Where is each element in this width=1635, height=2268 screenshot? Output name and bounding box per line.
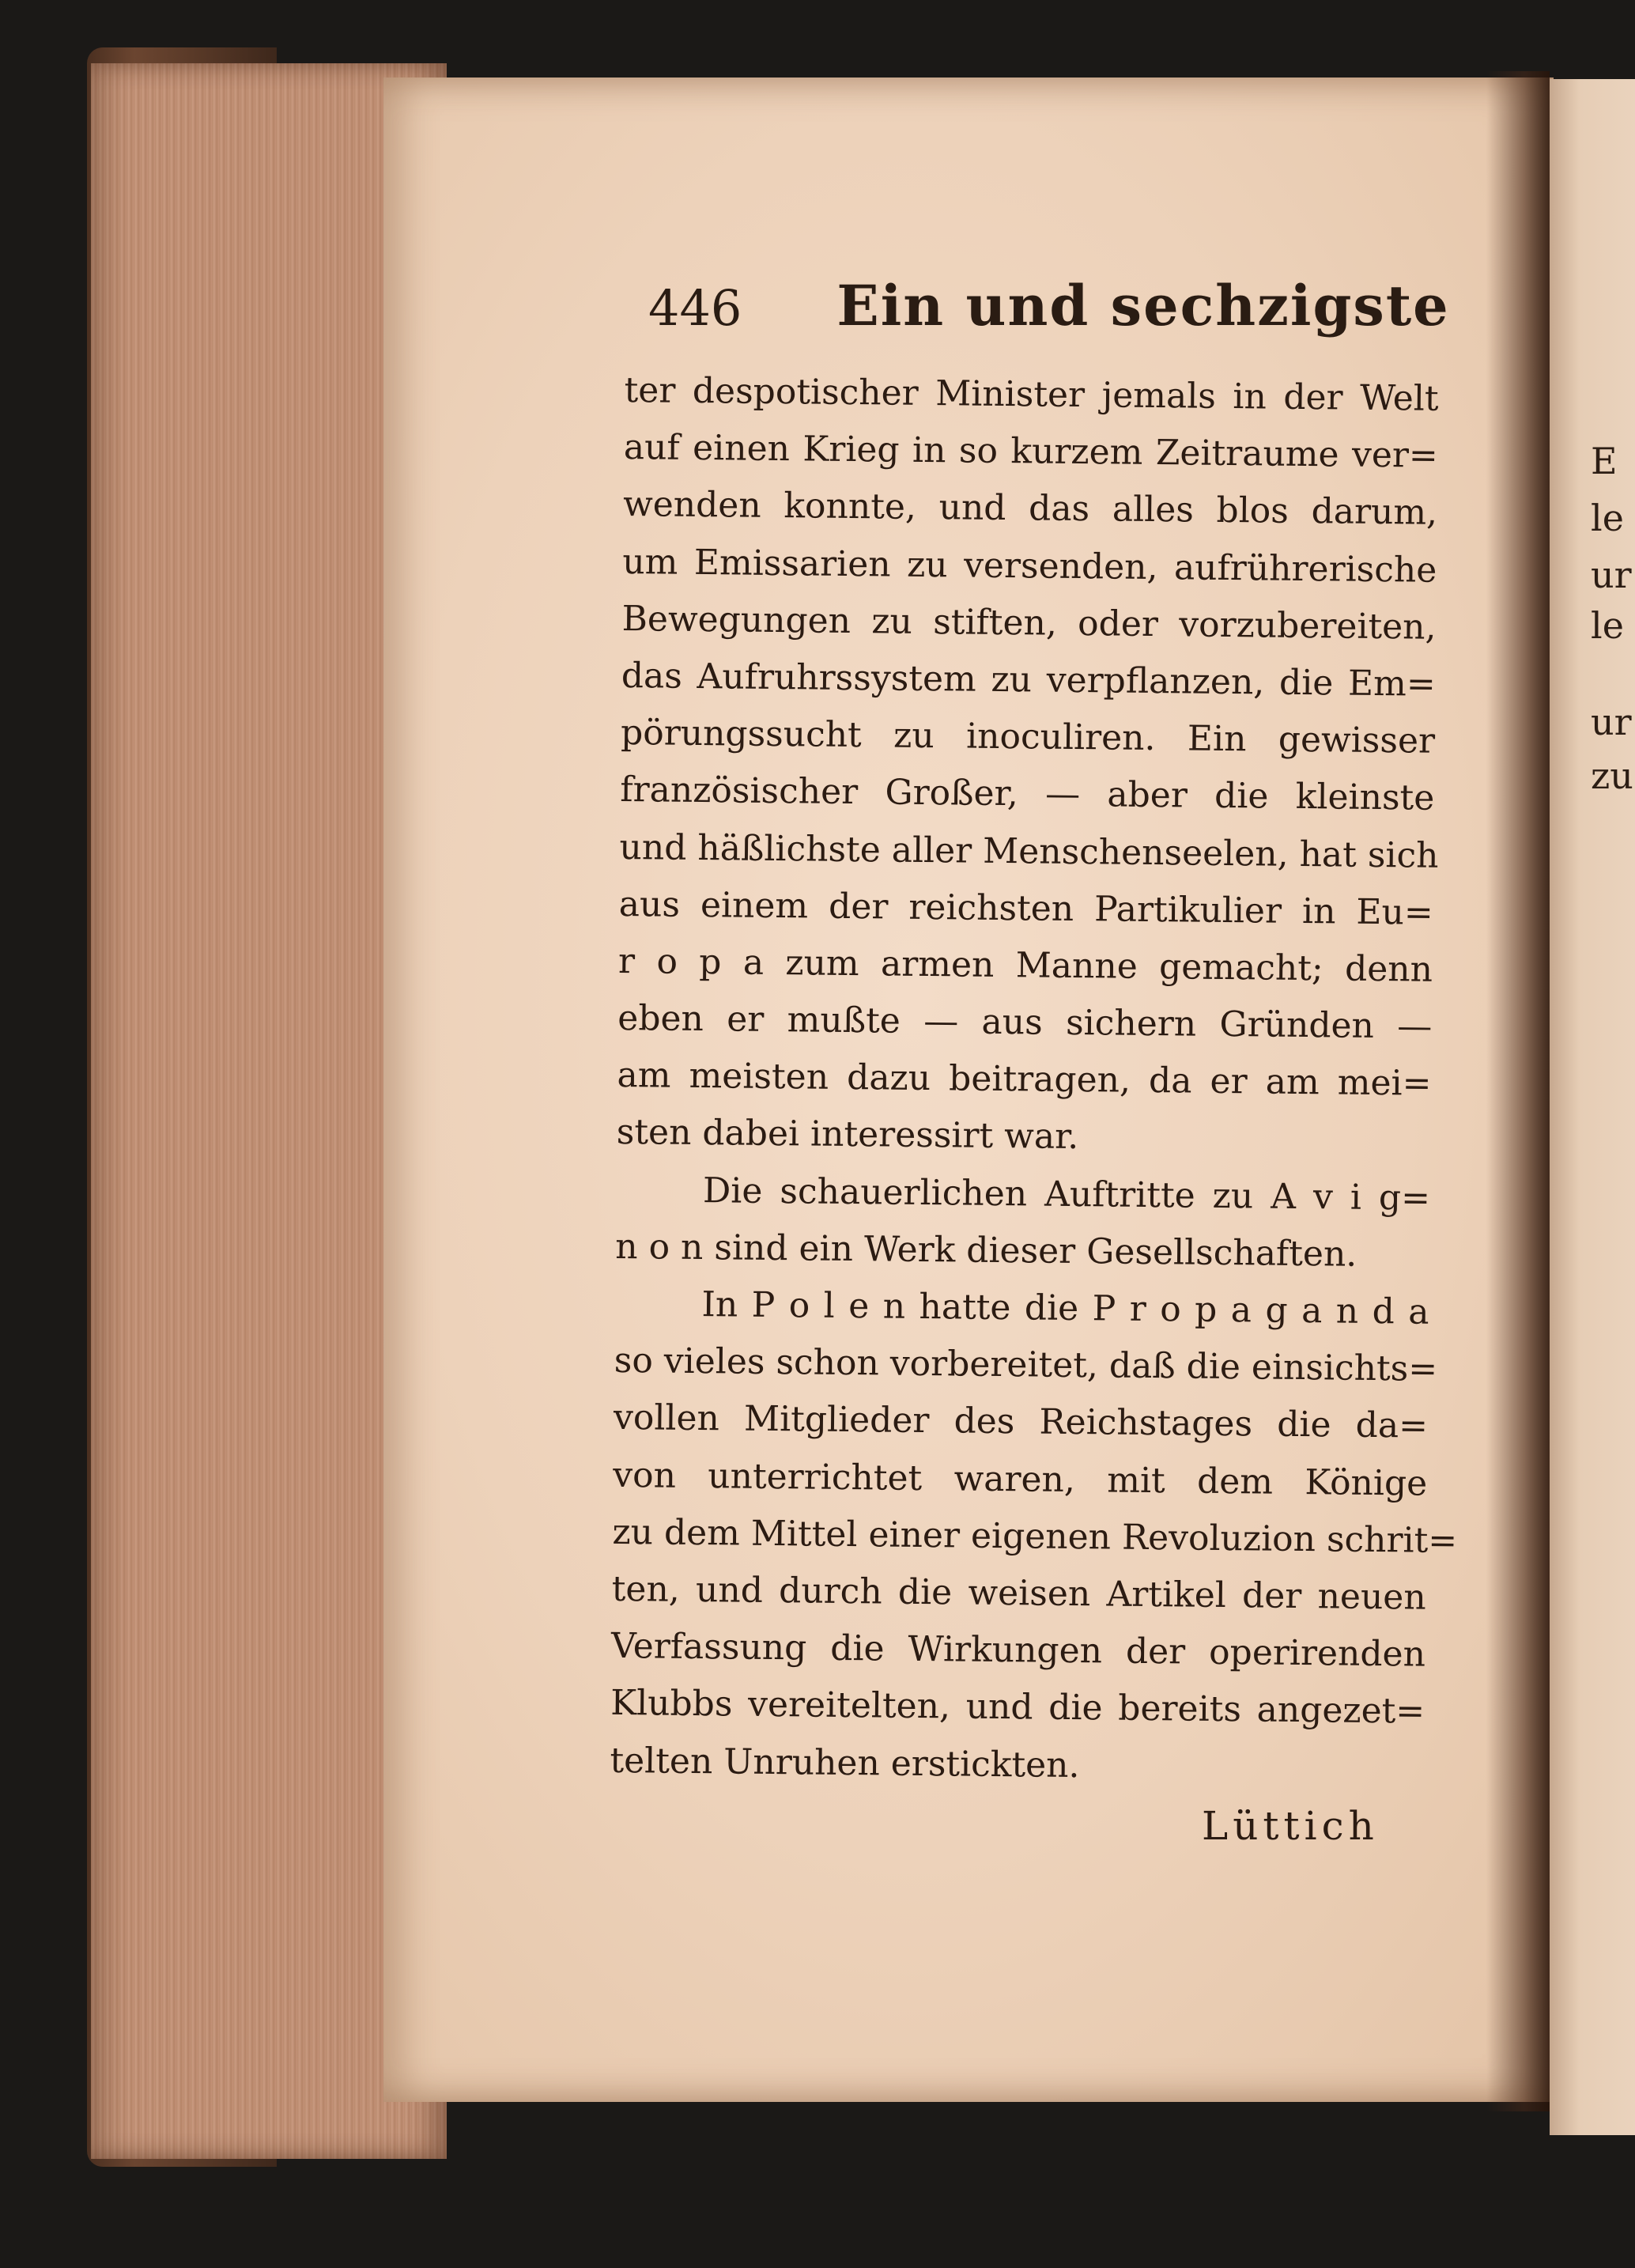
facing-page xyxy=(1550,79,1635,2135)
text-line: Die schauerlichen Auftritte zu A v i g= xyxy=(702,1170,1431,1219)
text-line: und häßlichste aller Menschenseelen, hat sich xyxy=(619,826,1439,876)
text-line: sten dabei interessirt war. xyxy=(616,1112,1079,1158)
text-line: von unterrichtet waren, mit dem Könige xyxy=(612,1454,1428,1504)
text-line: auf einen Krieg in so kurzem Zeitraume ver= xyxy=(623,427,1439,476)
text-line: aus einem der reichsten Partikulier in Eu= xyxy=(618,883,1434,933)
running-head xyxy=(648,273,1450,344)
text-line: eben er mußte — aus sichern Gründen — xyxy=(617,998,1433,1047)
page-number: 446 xyxy=(648,279,742,337)
text-line: Bewegungen zu stiften, oder vorzubereiten, xyxy=(621,598,1437,648)
gutter-shadow xyxy=(1486,71,1550,2111)
text-line: wenden konnte, und das alles blos darum, xyxy=(622,484,1438,534)
facing-fragment: le xyxy=(1591,497,1624,539)
text-line: n o n sind ein Werk dieser Gesellschaften. xyxy=(615,1226,1357,1275)
text-line: Klubbs vereitelten, und die bereits angezet= xyxy=(610,1683,1425,1733)
text-line: vollen Mitglieder des Reichstages die da= xyxy=(613,1397,1429,1447)
text-line: französischer Großer, — aber die kleinste xyxy=(620,769,1435,819)
facing-fragment: E xyxy=(1591,440,1618,482)
text-line: so vieles schon vorbereitet, daß die einsichts= xyxy=(614,1340,1438,1390)
facing-fragment: zu xyxy=(1591,754,1633,797)
text-line: In P o l e n hatte die P r o p a g a n d a xyxy=(701,1284,1429,1332)
facing-fragment: ur xyxy=(1591,701,1632,743)
text-line: um Emissarien zu versenden, aufrührerische xyxy=(622,541,1437,591)
body-text xyxy=(610,362,1458,1797)
running-title: Ein und sechzigste xyxy=(836,273,1450,338)
text-line: ten, und durch die weisen Artikel der neuen xyxy=(611,1568,1426,1618)
text-line: ter despotischer Minister jemals in der Welt xyxy=(624,369,1439,419)
text-line: pörungssucht zu inoculiren. Ein gewisser xyxy=(620,713,1436,762)
text-line: zu dem Mittel einer eigenen Revoluzion schrit= xyxy=(612,1511,1458,1561)
text-line: am meisten dazu beitragen, da er am mei= xyxy=(617,1055,1432,1104)
text-line: das Aufruhrssystem zu verpflanzen, die Em= xyxy=(621,655,1437,705)
text-line: Verfassung die Wirkungen der operirenden xyxy=(610,1626,1426,1675)
facing-fragment: ur xyxy=(1591,554,1632,596)
text-line: telten Unruhen erstickten. xyxy=(610,1740,1080,1786)
text-line: r o p a zum armen Manne gemacht; denn xyxy=(617,940,1433,990)
facing-fragment: le xyxy=(1591,604,1624,647)
catchword: Lüttich xyxy=(1202,1803,1379,1849)
